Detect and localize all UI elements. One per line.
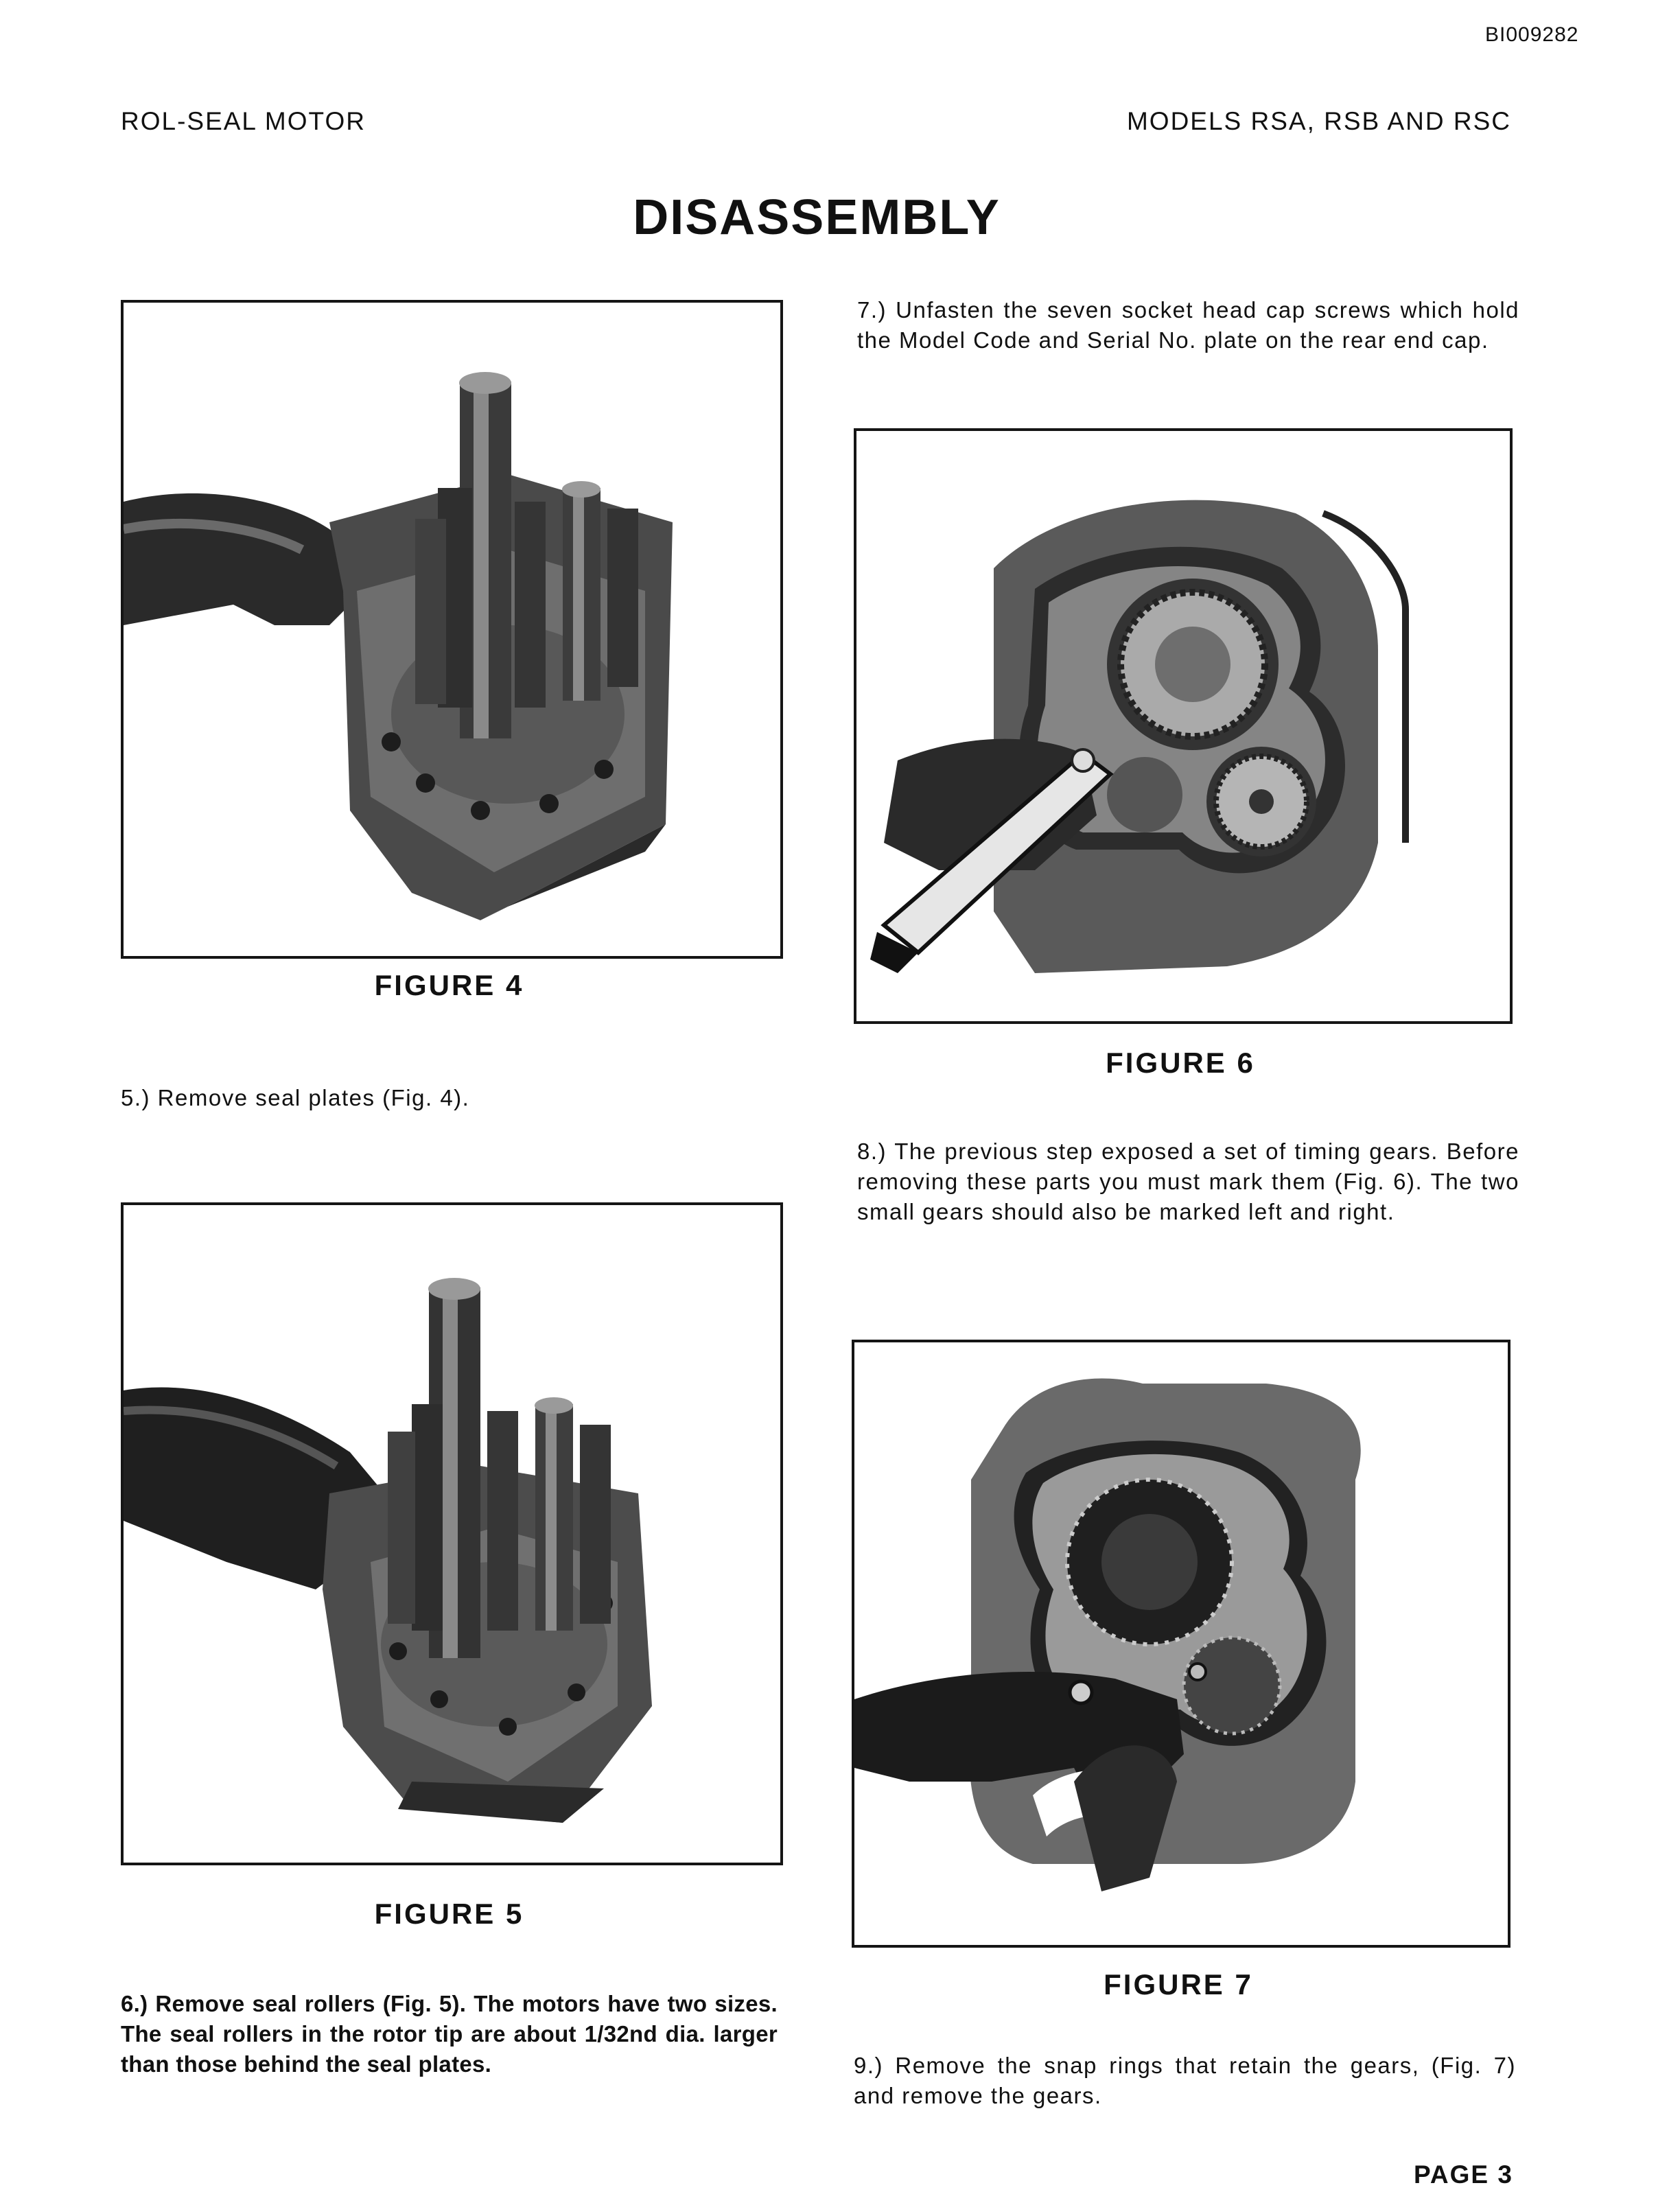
step-6-text: 6.) Remove seal rollers (Fig. 5). The motors have two sizes. The seal rollers in the rotor tip are about 1/32nd dia. larger than those behind the seal plates. [121, 1991, 778, 2077]
document-id: BI009282 [1485, 23, 1579, 46]
header-left: ROL-SEAL MOTOR [121, 107, 366, 135]
step-5-text: 5.) Remove seal plates (Fig. 4). [121, 1085, 470, 1110]
figure-4-photo [121, 300, 783, 959]
figure-6-caption: FIGURE 6 [1106, 1047, 1255, 1079]
figure-5-photo [121, 1202, 783, 1865]
figure-7-caption: FIGURE 7 [1104, 1968, 1253, 2001]
header-right: MODELS RSA, RSB AND RSC [1126, 107, 1511, 135]
figure-6-photo [854, 428, 1513, 1024]
step-7-text: 7.) Unfasten the seven socket head cap screws which hold the Model Code and Serial No. plate on the rear end cap. [857, 297, 1519, 353]
figure-4-caption: FIGURE 4 [374, 969, 524, 1001]
step-8-text: 8.) The previous step exposed a set of timing gears. Before removing these parts you must mark them (Fig. 6). The two small gears should also be marked left and right. [857, 1139, 1519, 1224]
page-title: DISASSEMBLY [633, 190, 1001, 245]
page-number: PAGE 3 [1414, 2160, 1513, 2189]
figure-5-caption: FIGURE 5 [374, 1898, 524, 1930]
step-9-text: 9.) Remove the snap rings that retain the gears, (Fig. 7) and remove the gears. [854, 2053, 1516, 2108]
figure-7-photo [852, 1340, 1510, 1948]
